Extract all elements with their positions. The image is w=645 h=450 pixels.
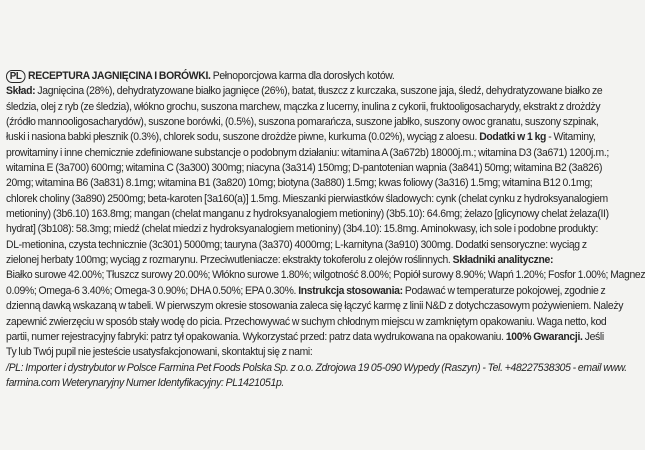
guarantee-label: 100% Gwarancji. <box>505 330 583 343</box>
additives-line: witamina E (3a700) 600mg; witamina C (3a300) 300mg; niacyna (3a314) 150mg; D-pantotenian wapnia (3a841) 50mg; witamina B2 (3a826) <box>6 162 603 175</box>
label-text <box>6 69 645 391</box>
analytical-line: Białko surowe 42.00%; Tłuszcz surowy 20.00%; Włókno surowe 1.80%; wilgotność 8.00%; Popiół surowy 8.90%; Wapń 1.20%; Fosfor 1.00%; Magnez <box>6 269 645 282</box>
composition-label: Skład: <box>6 85 36 98</box>
intro-text: Pełnoporcjowa karma dla dorosłych kotów. <box>212 70 395 82</box>
additives-text: zielonej herbaty 100mg; wyciąg z rozmarynu. Przeciwutleniacze: ekstrakty tokoferolu z olejów roślinnych. <box>6 254 451 267</box>
guarantee-text: Jeśli <box>584 330 604 343</box>
composition-line: (źródło mannooligosacharydów), suszone borówki, (0.5%), suszona pomarańcza, suszone jabłko, suszony owoc granatu, suszony szpinak, <box>6 116 599 129</box>
importer-line: /PL: Importer i dystrybutor w Polsce Farmina Pet Foods Polska Sp. z o.o. Zdrojowa 19 05-090 Wypedy (Raszyn) - Tel. +48227538305 - email www. <box>6 361 627 374</box>
additives-line: chlorek choliny (3a890) 2500mg; beta-karoten [3a160(a)] 1.5mg. Mieszanki pierwiastków śladowych: cynk (chelat cynku z hydroksyanalogiem <box>6 192 608 205</box>
additives-label: Dodatki w 1 kg <box>479 131 547 144</box>
composition-line <box>6 84 603 99</box>
additives-line: metioniny) (3b6.10) 163.8mg; mangan (chelat manganu z hydroksyanalogiem metioniny) (3b5.10): 64.6mg; żelazo [glicynowy chelat żelaza(II) <box>6 208 609 221</box>
composition-line <box>6 130 596 145</box>
additives-line: hydrat] (3b108): 58.3mg; miedź (chelat miedzi z hydroksyanalogiem metioniny) (3b4.10): 15.8mg. Aminokwasy, ich sole i podobne produkty: <box>6 223 599 236</box>
usage-line: zapewnić zwierzęciu w sposób stały wodę do picia. Przechowywać w suchym chłodnym miejscu w zamkniętym opakowaniu. Waga netto, kod <box>6 315 607 328</box>
usage-line: dzienną dawką wskazaną w tabeli. W pierwszym okresie stosowania zaleca się łączyć karmę z linii N&D z dotychczasowym pożywieniem. Należy <box>6 300 624 313</box>
usage-label: Instrukcja stosowania: <box>298 284 403 297</box>
usage-text: Podawać w temperaturze pokojowej, zgodnie z <box>404 284 606 297</box>
analytical-line <box>6 284 606 299</box>
importer-line: farmina.com Weterynaryjny Numer Identyfikacyjny: PL1421051p. <box>6 376 284 389</box>
guarantee-line: Ty lub Twój pupil nie jesteście usatysfakcjonowani, skontaktuj się z nami: <box>6 346 313 359</box>
additives-line: prowitaminy i inne chemicznie zdefiniowane substancje o podobnym działaniu: witamina A (3a672b) 18000j.m.; witamina D3 (3a671) 1200j.m.; <box>6 146 609 159</box>
recipe-title: RECEPTURA JAGNIĘCINA I BORÓWKI. <box>28 70 211 82</box>
additives-line: 20mg; witamina B6 (3a831) 8.1mg; witamina B1 (3a820) 10mg; biotyna (3a880) 1.5mg; kwas foliowy (3a316) 1.5mg; witamina B12 0.1mg; <box>6 177 593 190</box>
usage-line <box>6 330 604 345</box>
composition-line: śledzia, olej z ryb (ze śledzia), włókno grochu, suszona marchew, mączka z lucerny, inulina z cykorii, fruktooligosacharydy, ekstrakt z drożdży <box>6 100 601 113</box>
composition-text: łuski i nasiona babki płesznik (0.3%), chlorek sodu, suszone drożdże piwne, kurkuma (0.02%), wyciąg z aloesu. <box>6 131 478 144</box>
additives-text: - Witaminy, <box>548 131 596 144</box>
additives-line <box>6 253 596 268</box>
additives-line: DL-metionina, czysta technicznie (3c301) 5000mg; tauryna (3a370) 4000mg; L-karnityna (3a910) 300mg. Dodatki sensoryczne: wyciąg z <box>6 238 587 251</box>
language-badge: PL <box>6 70 25 83</box>
title-line <box>6 69 596 84</box>
analytical-text: 0.09%; Omega-6 3.40%; Omega-3 0.90%; DHA 0.50%; EPA 0.30%. <box>6 284 297 297</box>
composition-text: Jagnięcina (28%), dehydratyzowane białko jagnięce (26%), batat, tłuszcz z kurczaka, suszone jaja, śledź, dehydratyzowane białko ze <box>37 85 603 98</box>
analytical-label: Składniki analityczne: <box>452 254 554 267</box>
usage-text: partii, numer rejestracyjny fabryki: patrz tył opakowania. Wykorzystać przed: patrz data wydrukowana na opakowaniu. <box>6 330 504 343</box>
